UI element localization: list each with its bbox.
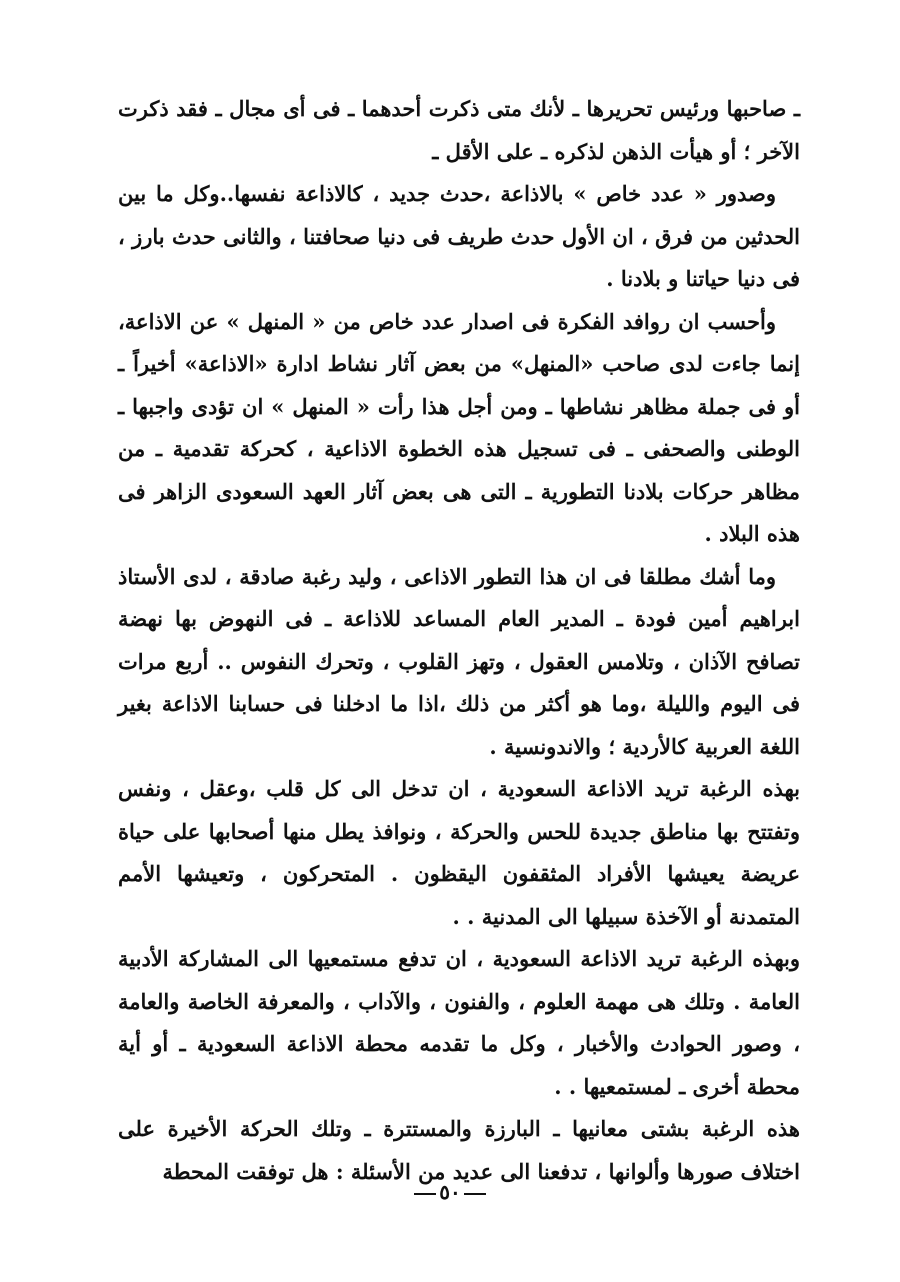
paragraph-4: وما أشك مطلقا فى ان هذا التطور الاذاعى ، وليد رغبة صادقة ، لدى الأستاذ ابراهيم أمين فودة ـ المدير العام المساعد للاذاعة ـ فى النهوض بها نهضة تصافح الآذان ، وتلامس العقول ، وتهز القلوب ، وتحرك النفوس .. أربع مرات فى اليوم والليلة ،وما هو أكثر من ذلك ،اذا ما ادخلنا فى حسابنا الاذاعة بغير اللغة العربية كالأردية ؛ والاندونسية . xyxy=(118,563,800,759)
dash-right xyxy=(464,1193,486,1195)
body-text xyxy=(118,88,800,1193)
paragraph-6: وبهذه الرغبة تريد الاذاعة السعودية ، ان تدفع مستمعيها الى المشاركة الأدبية العامة . وتلك هى مهمة العلوم ، والفنون ، والآداب ، والمعرفة الخاصة والعامة ، وصور الحوادث والأخبار ، وكل ما تقدمه محطة الاذاعة السعودية ـ أو أية محطة أخرى ـ لمستمعيها . . xyxy=(118,946,800,1099)
paragraph-7: هذه الرغبة بشتى معانيها ـ البارزة والمستترة ـ وتلك الحركة الأخيرة على اختلاف صورها وألوانها ، تدفعنا الى عديد من الأسئلة : هل توفقت المحطة xyxy=(118,1116,800,1184)
paragraph-3: وأحسب ان روافد الفكرة فى اصدار عدد خاص من « المنهل » عن الاذاعة، إنما جاءت لدى صاحب «المنهل» من بعض آثار نشاط ادارة «الاذاعة» أخيراً ـ أو فى جملة مظاهر نشاطها ـ ومن أجل هذا رأت « المنهل » ان تؤدى واجبها ـ الوطنى والصحفى ـ فى تسجيل هذه الخطوة الاذاعية ، كحركة تقدمية ـ من مظاهر حركات بلادنا التطورية ـ التى هى بعض آثار العهد السعودى الزاهر فى هذه البلاد . xyxy=(118,308,800,546)
page-number-value: ٥٠ xyxy=(439,1180,461,1204)
page-number xyxy=(0,1180,900,1204)
paragraph-5: بهذه الرغبة تريد الاذاعة السعودية ، ان تدخل الى كل قلب ،وعقل ، ونفس وتفتتح بها مناطق جديدة للحس والحركة ، ونوافذ يطل منها أصحابها على حياة عريضة يعيشها الأفراد المثقفون اليقظون . المتحركون ، وتعيشها الأمم المتمدنة أو الآخذة سبيلها الى المدنية . . xyxy=(118,776,800,929)
paragraph-2: وصدور « عدد خاص » بالاذاعة ،حدث جديد ، كالاذاعة نفسها..وكل ما بين الحدثين من فرق ، ان الأول حدث طريف فى دنيا صحافتنا ، والثانى حدث بارز ، فى دنيا حياتنا و بلادنا . xyxy=(118,181,800,291)
dash-left xyxy=(414,1193,436,1195)
paragraph-1: ـ صاحبها ورئيس تحريرها ـ لأنك متى ذكرت أحدهما ـ فى أى مجال ـ فقد ذكرت الآخر ؛ أو هيأت الذهن لذكره ـ على الأقل ـ xyxy=(118,96,800,164)
